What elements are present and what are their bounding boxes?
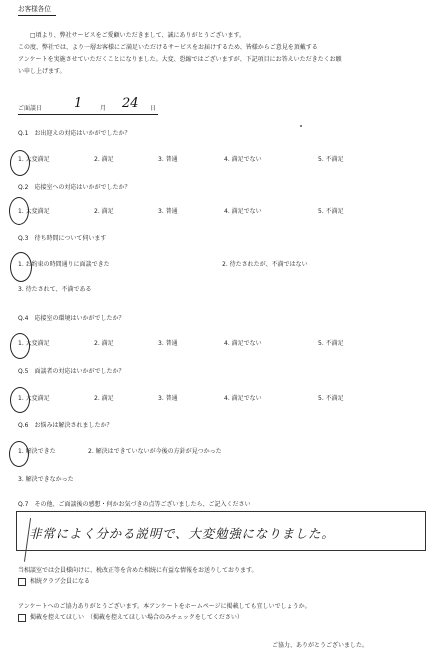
q2-option-4[interactable]: 4. 満足でない (224, 208, 262, 215)
q5-option-2[interactable]: 2. 満足 (94, 395, 114, 402)
intro-line-4: い申し上げます。 (18, 68, 66, 75)
q1-selection-circle (10, 150, 30, 176)
q1-option-3[interactable]: 3. 普通 (158, 156, 178, 163)
q3-option-1[interactable]: 1. お約束の時間通りに面談できた (18, 261, 110, 268)
q4-option-4[interactable]: 4. 満足でない (224, 340, 262, 347)
q6-option-1[interactable]: 1. 解決できた (18, 448, 56, 455)
q2-option-2[interactable]: 2. 満足 (94, 208, 114, 215)
q5-option-4[interactable]: 4. 満足でない (224, 395, 262, 402)
q1-option-2[interactable]: 2. 満足 (94, 156, 114, 163)
q2-label: Q.2 応接室への対応はいかがでしたか？ (18, 184, 131, 191)
title-underline (18, 15, 56, 16)
page-title: お客様各位 (18, 5, 51, 13)
date-label: ご面談日 (18, 105, 43, 112)
q1-label: Q.1 お出迎えの対応はいかがでしたか？ (18, 130, 131, 137)
q6-label: Q.6 お悩みは解決されましたか？ (18, 422, 113, 429)
publish-question-text: アンケートへのご協力ありがとうございます。本アンケートをホームページに掲載しても宜しいでしょうか。 (18, 603, 311, 610)
q4-label: Q.4 応接室の環境はいかがでしたか？ (18, 315, 125, 322)
q3-label: Q.3 待ち時間について伺います (18, 235, 107, 242)
date-day-value[interactable]: 24 (122, 96, 139, 111)
q1-option-5[interactable]: 5. 不満足 (318, 156, 344, 163)
q3-selection-circle (10, 252, 32, 282)
date-underline (18, 114, 158, 115)
q5-option-1[interactable]: 1. 大変満足 (18, 395, 50, 402)
scan-speck (300, 125, 302, 127)
q6-option-2[interactable]: 2. 解決はできていないが今後の方針が見つかった (88, 448, 222, 455)
q1-option-4[interactable]: 4. 満足でない (224, 156, 262, 163)
q5-selection-circle (10, 387, 30, 413)
q2-option-1[interactable]: 1. 大変満足 (18, 208, 50, 215)
q6-selection-circle (9, 441, 29, 467)
q4-option-3[interactable]: 3. 普通 (158, 340, 178, 347)
intro-line-2: この度、弊社では、より一層お客様にご満足いただけるサービスをお届けするため、皆様からご意見を頂戴する (18, 44, 318, 51)
q3-option-2[interactable]: 2. 待たされたが、不満ではない (222, 261, 308, 268)
q5-option-5[interactable]: 5. 不満足 (318, 395, 344, 402)
q2-option-3[interactable]: 3. 普通 (158, 208, 178, 215)
date-month-value[interactable]: 1 (74, 96, 83, 111)
date-day-unit: 日 (150, 105, 157, 112)
publish-checkbox-label: 掲載を控えてほしい （掲載を控えてほしい場合のみチェックをしてください） (30, 614, 243, 621)
q6-option-3[interactable]: 3. 解決できなかった (18, 476, 74, 483)
q4-option-2[interactable]: 2. 満足 (94, 340, 114, 347)
q2-option-5[interactable]: 5. 不満足 (318, 208, 344, 215)
publish-checkbox[interactable] (18, 614, 26, 622)
intro-line-1: □頃より、弊社サービスをご愛顧いただきまして、誠にありがとうございます。 (30, 32, 246, 39)
intro-line-3: アンケートを実施させていただくことになりました。大変、恐縮ではございますが、下記項目にお答えいただきたくお願 (18, 56, 342, 63)
q2-selection-circle (9, 197, 29, 225)
date-month-unit: 月 (100, 105, 107, 112)
q5-label: Q.5 面談者の対応はいかがでしたか？ (18, 368, 125, 375)
q1-option-1[interactable]: 1. 大変満足 (18, 156, 50, 163)
club-checkbox[interactable] (18, 578, 26, 586)
q4-selection-circle (10, 333, 30, 359)
q5-option-3[interactable]: 3. 普通 (158, 395, 178, 402)
comment-box[interactable] (16, 511, 426, 551)
club-checkbox-label: 相続クラブ会員になる (30, 578, 91, 585)
comment-text: 非常によく分かる説明で、大変勉強になりました。 (29, 526, 335, 541)
q4-option-1[interactable]: 1. 大変満足 (18, 340, 50, 347)
q7-label: Q.7 その他、ご面談後の感想・何かお気づきの点等ございましたら、ご記入ください (18, 501, 251, 508)
q4-option-5[interactable]: 5. 不満足 (318, 340, 344, 347)
club-info-text: 当相談室では会員様向けに、税改正等を含めた相続に有益な情報をお送りしております。 (18, 567, 258, 574)
q3-option-3[interactable]: 3. 待たされて、不満である (18, 286, 92, 293)
footer-thanks: ご協力、ありがとうございました。 (272, 642, 369, 649)
